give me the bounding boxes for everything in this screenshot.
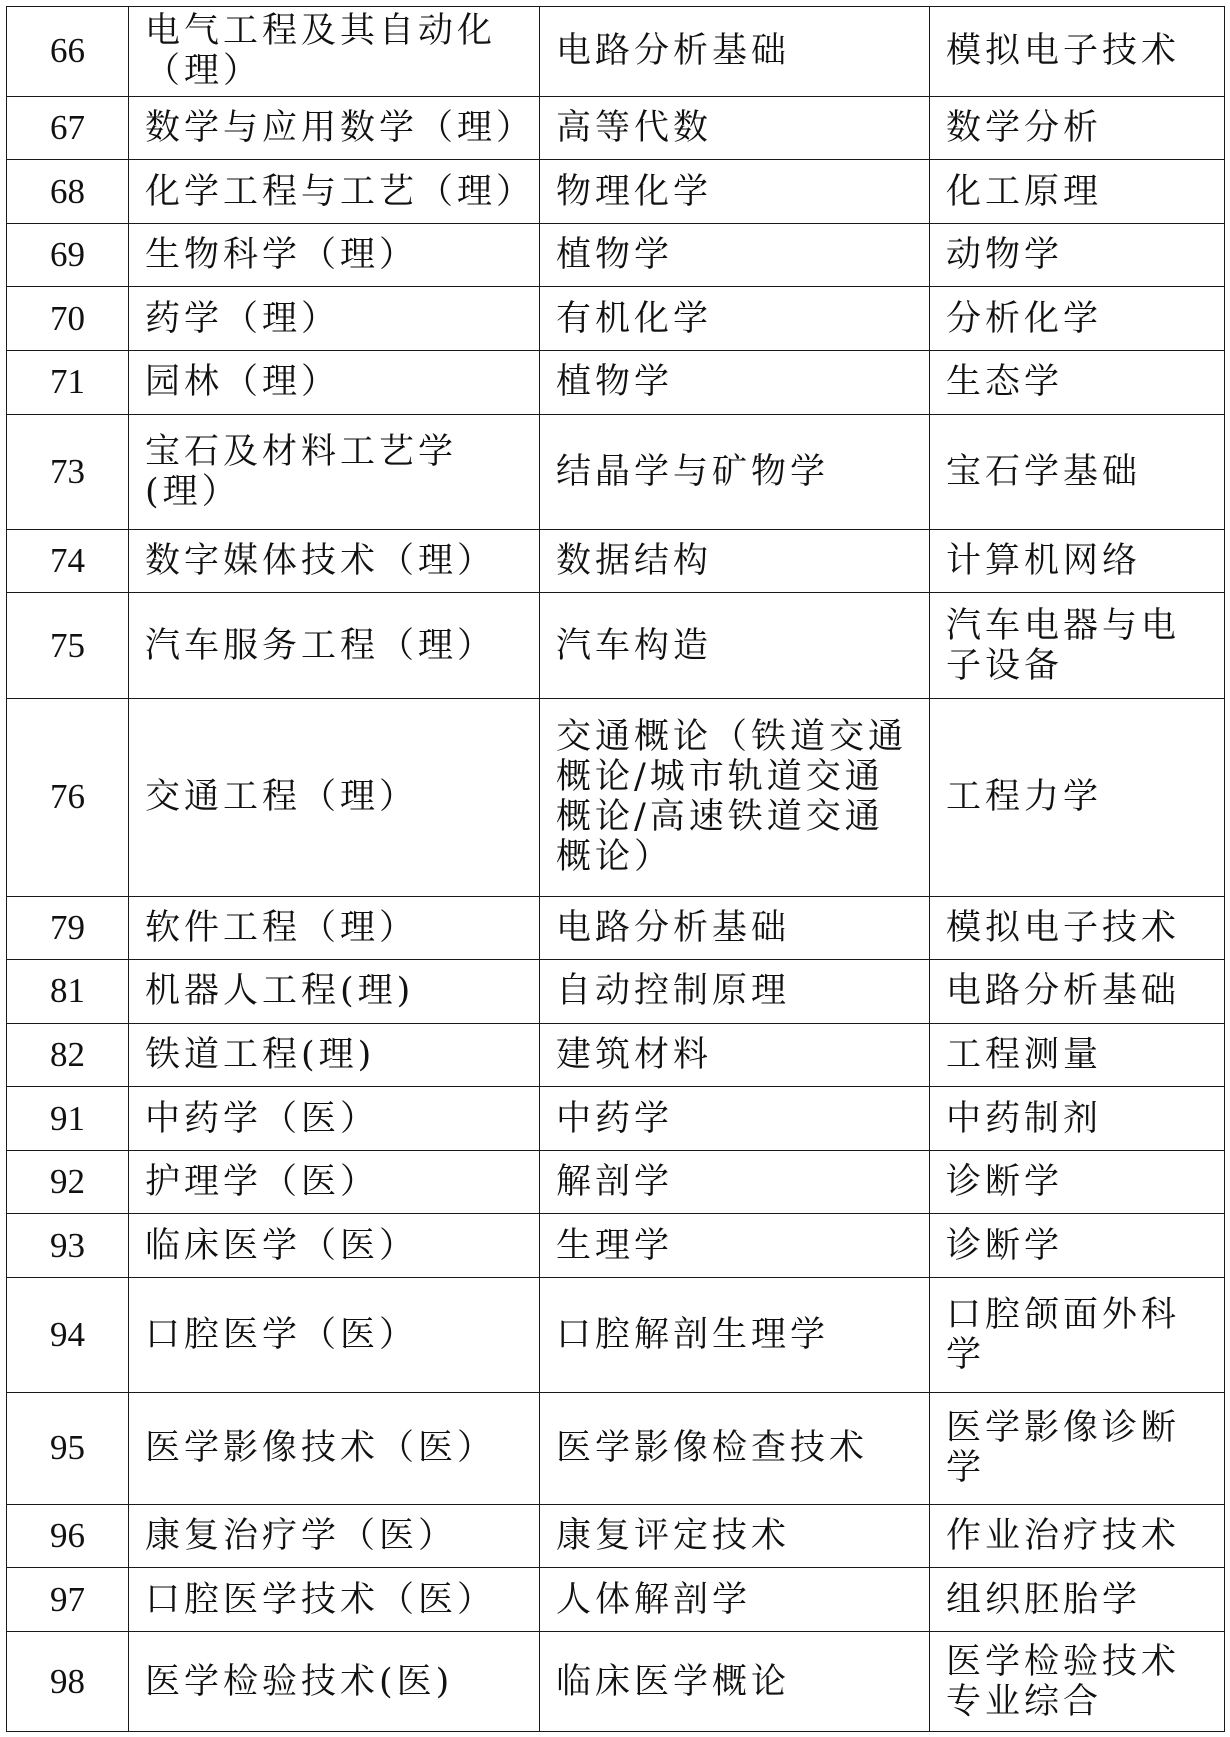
- table-row: [7, 1150, 1225, 1214]
- table-row: [7, 529, 1225, 593]
- exam-subject-1: 物理化学: [540, 160, 930, 224]
- exam-subject-2: 诊断学: [930, 1214, 1225, 1278]
- table-row: [7, 1277, 1225, 1392]
- exam-subject-1: 电路分析基础: [540, 896, 930, 960]
- exam-subject-1: 临床医学概论: [540, 1632, 930, 1732]
- exam-subject-2: 生态学: [930, 350, 1225, 414]
- row-number: 93: [7, 1214, 129, 1278]
- row-number: 81: [7, 960, 129, 1024]
- table-row: [7, 350, 1225, 414]
- row-number: 76: [7, 698, 129, 896]
- table-row: [7, 698, 1225, 896]
- exam-subject-1: 建筑材料: [540, 1023, 930, 1087]
- row-number: 75: [7, 593, 129, 699]
- exam-subjects-table: [6, 6, 1225, 1732]
- major-name: 护理学（医）: [129, 1150, 540, 1214]
- exam-subject-1: 结晶学与矿物学: [540, 414, 930, 529]
- exam-subject-1: 中药学: [540, 1087, 930, 1151]
- exam-subject-2: 模拟电子技术: [930, 896, 1225, 960]
- major-name: 软件工程（理）: [129, 896, 540, 960]
- exam-subject-1: 生理学: [540, 1214, 930, 1278]
- major-name: 医学影像技术（医）: [129, 1392, 540, 1504]
- table-row: [7, 1214, 1225, 1278]
- exam-subject-2: 中药制剂: [930, 1087, 1225, 1151]
- exam-subject-2: 医学检验技术专业综合: [930, 1632, 1225, 1732]
- exam-subject-2: 动物学: [930, 223, 1225, 287]
- row-number: 91: [7, 1087, 129, 1151]
- exam-subject-2: 模拟电子技术: [930, 7, 1225, 97]
- major-name: 数学与应用数学（理）: [129, 96, 540, 160]
- table-row: [7, 223, 1225, 287]
- exam-subject-2: 工程力学: [930, 698, 1225, 896]
- row-number: 79: [7, 896, 129, 960]
- exam-subject-2: 医学影像诊断学: [930, 1392, 1225, 1504]
- exam-subject-2: 计算机网络: [930, 529, 1225, 593]
- exam-subject-2: 诊断学: [930, 1150, 1225, 1214]
- exam-subject-1: 人体解剖学: [540, 1568, 930, 1632]
- major-name: 临床医学（医）: [129, 1214, 540, 1278]
- table-row: [7, 1023, 1225, 1087]
- exam-subject-2: 分析化学: [930, 287, 1225, 351]
- table-row: [7, 160, 1225, 224]
- exam-subject-1: 植物学: [540, 350, 930, 414]
- major-name: 交通工程（理）: [129, 698, 540, 896]
- major-name: 铁道工程(理): [129, 1023, 540, 1087]
- exam-subject-2: 口腔颌面外科学: [930, 1277, 1225, 1392]
- row-number: 82: [7, 1023, 129, 1087]
- row-number: 95: [7, 1392, 129, 1504]
- major-name: 电气工程及其自动化（理）: [129, 7, 540, 97]
- table-row: [7, 1632, 1225, 1732]
- exam-subject-2: 数学分析: [930, 96, 1225, 160]
- exam-subject-1: 汽车构造: [540, 593, 930, 699]
- row-number: 71: [7, 350, 129, 414]
- table-row: [7, 896, 1225, 960]
- table-row: [7, 1087, 1225, 1151]
- exam-subject-1: 数据结构: [540, 529, 930, 593]
- row-number: 92: [7, 1150, 129, 1214]
- exam-subject-1: 康复评定技术: [540, 1504, 930, 1568]
- major-name: 数字媒体技术（理）: [129, 529, 540, 593]
- major-name: 医学检验技术(医): [129, 1632, 540, 1732]
- row-number: 67: [7, 96, 129, 160]
- row-number: 96: [7, 1504, 129, 1568]
- table-row: [7, 960, 1225, 1024]
- exam-subject-1: 高等代数: [540, 96, 930, 160]
- exam-subject-2: 作业治疗技术: [930, 1504, 1225, 1568]
- exam-subject-1: 有机化学: [540, 287, 930, 351]
- row-number: 66: [7, 7, 129, 97]
- exam-subject-1: 解剖学: [540, 1150, 930, 1214]
- exam-subject-1: 医学影像检查技术: [540, 1392, 930, 1504]
- major-name: 宝石及材料工艺学(理）: [129, 414, 540, 529]
- table-row: [7, 593, 1225, 699]
- table-row: [7, 414, 1225, 529]
- exam-subject-1: 口腔解剖生理学: [540, 1277, 930, 1392]
- major-name: 汽车服务工程（理）: [129, 593, 540, 699]
- major-name: 口腔医学技术（医）: [129, 1568, 540, 1632]
- major-name: 口腔医学（医）: [129, 1277, 540, 1392]
- major-name: 化学工程与工艺（理）: [129, 160, 540, 224]
- exam-subject-2: 组织胚胎学: [930, 1568, 1225, 1632]
- major-name: 康复治疗学（医）: [129, 1504, 540, 1568]
- row-number: 70: [7, 287, 129, 351]
- exam-subject-2: 宝石学基础: [930, 414, 1225, 529]
- exam-subject-1: 电路分析基础: [540, 7, 930, 97]
- exam-subject-2: 化工原理: [930, 160, 1225, 224]
- major-name: 中药学（医）: [129, 1087, 540, 1151]
- row-number: 94: [7, 1277, 129, 1392]
- major-name: 园林（理）: [129, 350, 540, 414]
- table-row: [7, 1568, 1225, 1632]
- exam-subject-1: 植物学: [540, 223, 930, 287]
- row-number: 98: [7, 1632, 129, 1732]
- table-row: [7, 7, 1225, 97]
- exam-subject-2: 工程测量: [930, 1023, 1225, 1087]
- table-row: [7, 1392, 1225, 1504]
- exam-subject-1: 自动控制原理: [540, 960, 930, 1024]
- row-number: 73: [7, 414, 129, 529]
- table-row: [7, 287, 1225, 351]
- exam-subject-2: 电路分析基础: [930, 960, 1225, 1024]
- exam-subject-1: 交通概论（铁道交通概论/城市轨道交通概论/高速铁道交通概论）: [540, 698, 930, 896]
- row-number: 74: [7, 529, 129, 593]
- table-body: [7, 7, 1225, 1732]
- major-name: 生物科学（理）: [129, 223, 540, 287]
- exam-subject-2: 汽车电器与电子设备: [930, 593, 1225, 699]
- row-number: 97: [7, 1568, 129, 1632]
- row-number: 69: [7, 223, 129, 287]
- table-row: [7, 1504, 1225, 1568]
- major-name: 药学（理）: [129, 287, 540, 351]
- major-name: 机器人工程(理): [129, 960, 540, 1024]
- row-number: 68: [7, 160, 129, 224]
- table-row: [7, 96, 1225, 160]
